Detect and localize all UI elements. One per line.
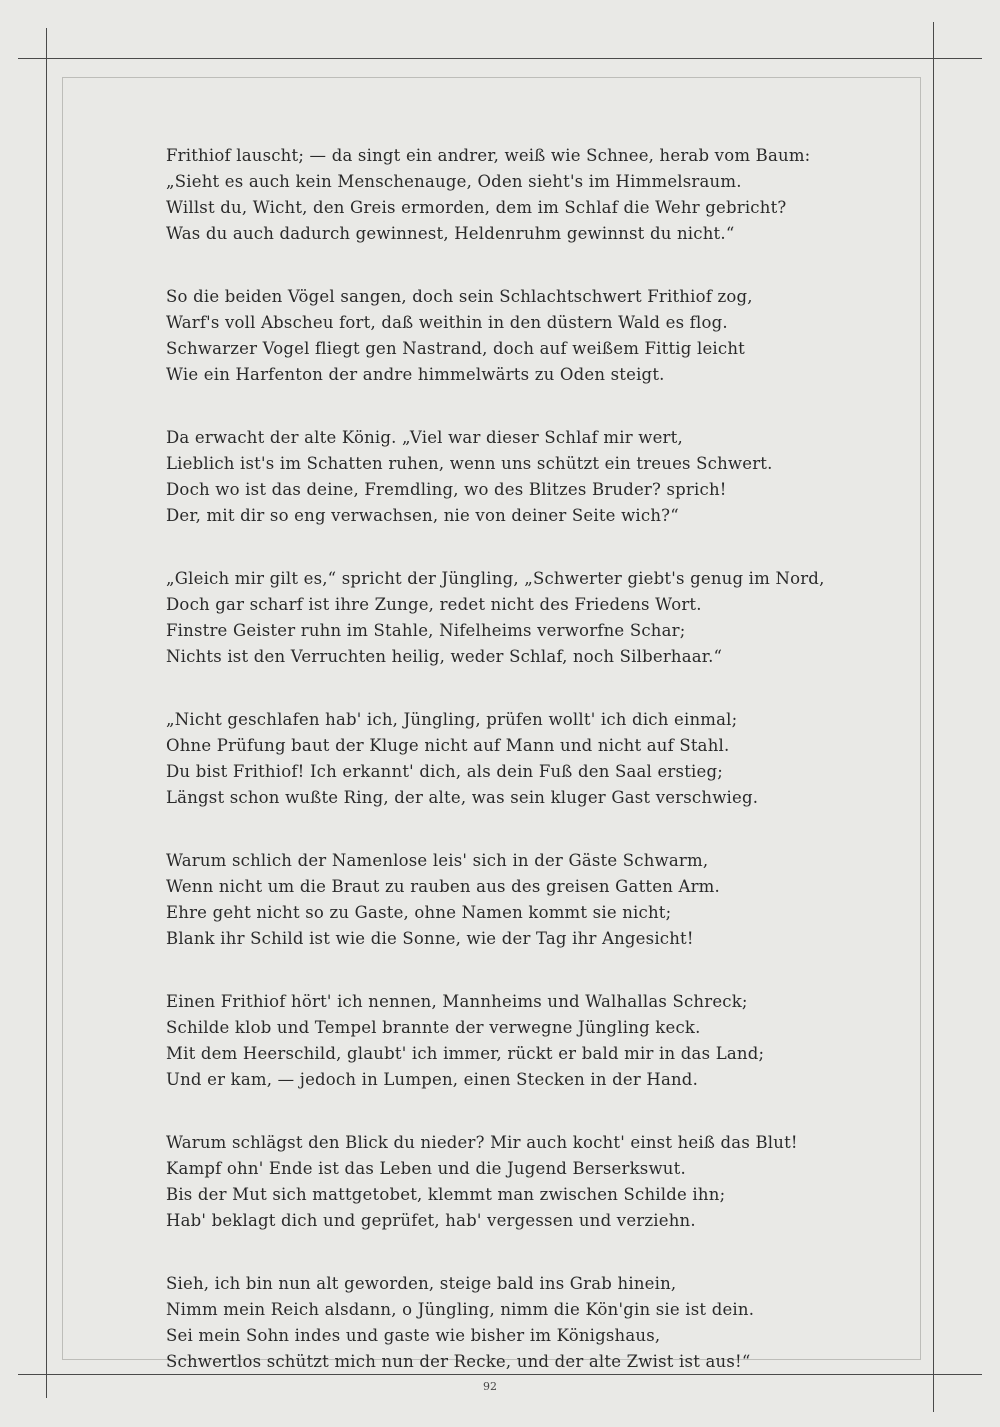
verse-line: Schwarzer Vogel fliegt gen Nastrand, doch auf weißem Fittig leicht: [166, 339, 745, 358]
verse-line: „Sieht es auch kein Menschenauge, Oden sieht's im Himmelsraum.: [166, 172, 742, 191]
verse-line: „Nicht geschlafen hab' ich, Jüngling, prüfen wollt' ich dich einmal;: [166, 710, 738, 729]
verse-line: Und er kam, — jedoch in Lumpen, einen Stecken in der Hand.: [166, 1070, 699, 1089]
stanza: [166, 425, 846, 529]
verse-line: Da erwacht der alte König. „Viel war dieser Schlaf mir wert,: [166, 428, 683, 447]
stanza: [166, 848, 846, 952]
verse-line: Wie ein Harfenton der andre himmelwärts zu Oden steigt.: [166, 365, 665, 384]
verse-line: Ohne Prüfung baut der Kluge nicht auf Mann und nicht auf Stahl.: [166, 736, 730, 755]
stanza: [166, 707, 846, 811]
stanza: [166, 1130, 846, 1234]
verse-line: Der, mit dir so eng verwachsen, nie von deiner Seite wich?“: [166, 506, 679, 525]
verse-line: Doch wo ist das deine, Fremdling, wo des Blitzes Bruder? sprich!: [166, 480, 727, 499]
verse-line: Schwertlos schützt mich nun der Recke, und der alte Zwist ist aus!“: [166, 1352, 751, 1371]
verse-line: Kampf ohn' Ende ist das Leben und die Jugend Berserkswut.: [166, 1159, 686, 1178]
verse-line: Doch gar scharf ist ihre Zunge, redet nicht des Friedens Wort.: [166, 595, 702, 614]
stanza: [166, 566, 846, 670]
stanza: [166, 1271, 846, 1375]
verse-line: Warum schlägst den Blick du nieder? Mir auch kocht' einst heiß das Blut!: [166, 1133, 798, 1152]
stanza: [166, 284, 846, 388]
poem-text: [166, 143, 846, 1412]
verse-line: Sei mein Sohn indes und gaste wie bisher im Königshaus,: [166, 1326, 661, 1345]
verse-line: Lieblich ist's im Schatten ruhen, wenn uns schützt ein treues Schwert.: [166, 454, 773, 473]
verse-line: Du bist Frithiof! Ich erkannt' dich, als dein Fuß den Saal erstieg;: [166, 762, 723, 781]
verse-line: Nimm mein Reich alsdann, o Jüngling, nimm die Kön'gin sie ist dein.: [166, 1300, 755, 1319]
verse-line: Frithiof lauscht; — da singt ein andrer, weiß wie Schnee, herab vom Baum:: [166, 146, 811, 165]
verse-line: So die beiden Vögel sangen, doch sein Schlachtschwert Frithiof zog,: [166, 287, 753, 306]
page-number: 92: [483, 1380, 497, 1393]
verse-line: Hab' beklagt dich und geprüfet, hab' vergessen und verziehn.: [166, 1211, 696, 1230]
verse-line: Längst schon wußte Ring, der alte, was sein kluger Gast verschwieg.: [166, 788, 759, 807]
verse-line: „Gleich mir gilt es,“ spricht der Jüngling, „Schwerter giebt's genug im Nord,: [166, 569, 825, 588]
top-rule-line: [18, 58, 982, 59]
stanza: [166, 989, 846, 1093]
verse-line: Finstre Geister ruhn im Stahle, Nifelheims verworfne Schar;: [166, 621, 686, 640]
verse-line: Blank ihr Schild ist wie die Sonne, wie der Tag ihr Angesicht!: [166, 929, 694, 948]
verse-line: Ehre geht nicht so zu Gaste, ohne Namen kommt sie nicht;: [166, 903, 672, 922]
verse-line: Warf's voll Abscheu fort, daß weithin in den düstern Wald es flog.: [166, 313, 728, 332]
verse-line: Sieh, ich bin nun alt geworden, steige bald ins Grab hinein,: [166, 1274, 677, 1293]
verse-line: Warum schlich der Namenlose leis' sich in der Gäste Schwarm,: [166, 851, 709, 870]
verse-line: Schilde klob und Tempel brannte der verwegne Jüngling keck.: [166, 1018, 701, 1037]
right-rule-line: [933, 22, 934, 1412]
verse-line: Mit dem Heerschild, glaubt' ich immer, rückt er bald mir in das Land;: [166, 1044, 765, 1063]
left-rule-line: [46, 28, 47, 1398]
verse-line: Einen Frithiof hört' ich nennen, Mannheims und Walhallas Schreck;: [166, 992, 748, 1011]
verse-line: Was du auch dadurch gewinnest, Heldenruhm gewinnst du nicht.“: [166, 224, 735, 243]
verse-line: Bis der Mut sich mattgetobet, klemmt man zwischen Schilde ihn;: [166, 1185, 726, 1204]
verse-line: Nichts ist den Verruchten heilig, weder Schlaf, noch Silberhaar.“: [166, 647, 723, 666]
verse-line: Wenn nicht um die Braut zu rauben aus des greisen Gatten Arm.: [166, 877, 720, 896]
verse-line: Willst du, Wicht, den Greis ermorden, dem im Schlaf die Wehr gebricht?: [166, 198, 787, 217]
stanza: [166, 143, 846, 247]
